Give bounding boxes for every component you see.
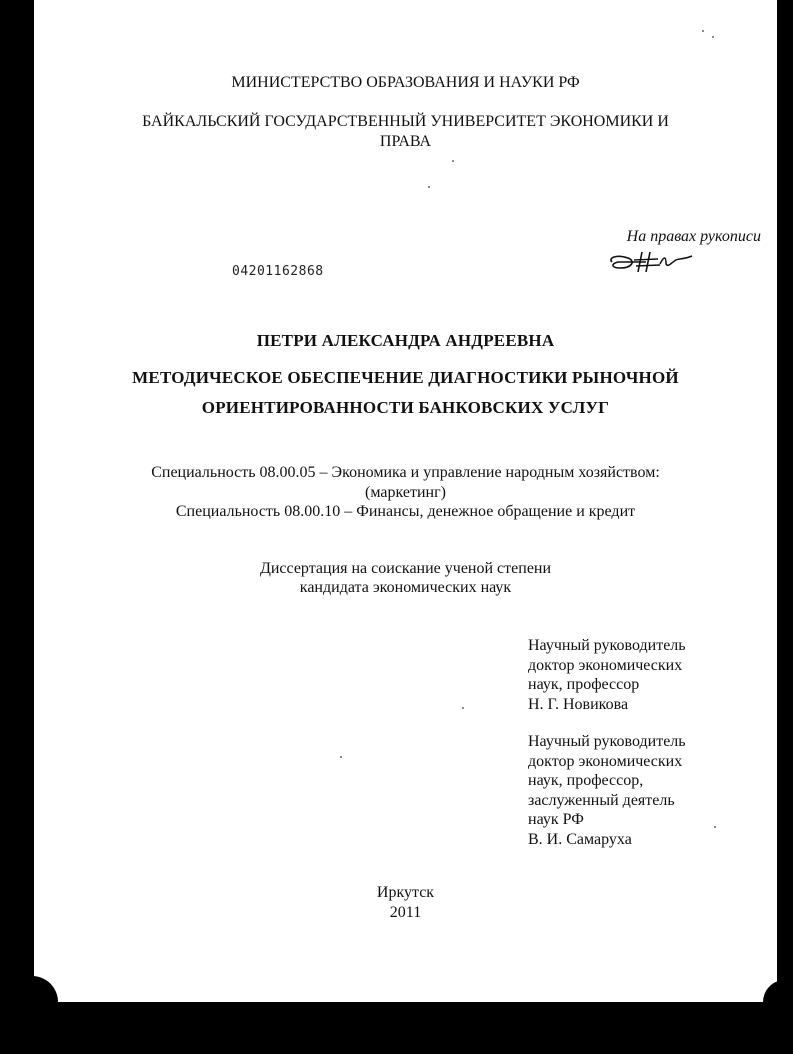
supervisor-2-role: Научный руководитель: [528, 733, 686, 750]
scan-speck: [462, 707, 464, 709]
scan-border-left: [0, 0, 34, 1054]
ministry-heading: МИНИСТЕРСТВО ОБРАЗОВАНИЯ И НАУКИ РФ: [231, 74, 580, 91]
signature-image: [606, 246, 698, 276]
supervisor-1-degree-line1: доктор экономических: [528, 656, 683, 674]
author-name: ПЕТРИ АЛЕКСАНДРА АНДРЕЕВНА: [256, 331, 555, 350]
supervisor-2-block: [528, 732, 686, 849]
university-heading-line2: ПРАВА: [379, 133, 432, 150]
supervisor-2-degree-line1: доктор экономических: [528, 752, 683, 770]
scan-speck: [340, 756, 342, 758]
year: 2011: [389, 904, 422, 921]
scan-page-corner-right: [763, 980, 793, 1002]
dissertation-line2: кандидата экономических наук: [299, 579, 512, 596]
supervisor-1-role: Научный руководитель: [528, 637, 686, 654]
scan-speck: [702, 30, 704, 32]
manuscript-note: На правах рукописи: [626, 228, 761, 245]
scan-speck: [712, 36, 714, 38]
dissertation-line1: Диссертация на соискание ученой степени: [259, 560, 552, 577]
catalog-number: 04201162868: [232, 264, 324, 279]
scan-speck: [428, 186, 430, 188]
supervisor-2-name: В. И. Самаруха: [528, 830, 632, 848]
scan-border-bottom: [0, 1002, 793, 1054]
scan-speck: [452, 160, 454, 162]
thesis-title-line1: МЕТОДИЧЕСКОЕ ОБЕСПЕЧЕНИЕ ДИАГНОСТИКИ РЫНОЧНОЙ: [132, 368, 679, 387]
specialty-1-line1: Специальность 08.00.05 – Экономика и управление народным хозяйством:: [151, 464, 660, 481]
scan-page-corner-left: [0, 976, 58, 1002]
scan-border-right: [777, 0, 793, 1054]
scan-speck: [714, 826, 716, 828]
city: Иркутск: [376, 884, 435, 901]
supervisor-2-honor-line1: заслуженный деятель: [528, 791, 675, 809]
university-heading-line1: БАЙКАЛЬСКИЙ ГОСУДАРСТВЕННЫЙ УНИВЕРСИТЕТ ЭКОНОМИКИ И: [142, 113, 669, 130]
supervisor-1-name: Н. Г. Новикова: [528, 695, 629, 713]
supervisor-2-honor-line2: наук РФ: [528, 811, 584, 828]
supervisor-2-degree-line2: наук, профессор,: [528, 772, 644, 789]
specialty-1-line2: (маркетинг): [365, 484, 446, 501]
specialty-2: Специальность 08.00.10 – Финансы, денежное обращение и кредит: [175, 503, 636, 520]
thesis-title-line2: ОРИЕНТИРОВАННОСТИ БАНКОВСКИХ УСЛУГ: [201, 398, 610, 417]
supervisor-1-degree-line2: наук, профессор: [528, 676, 640, 693]
supervisor-1-block: [528, 636, 686, 714]
